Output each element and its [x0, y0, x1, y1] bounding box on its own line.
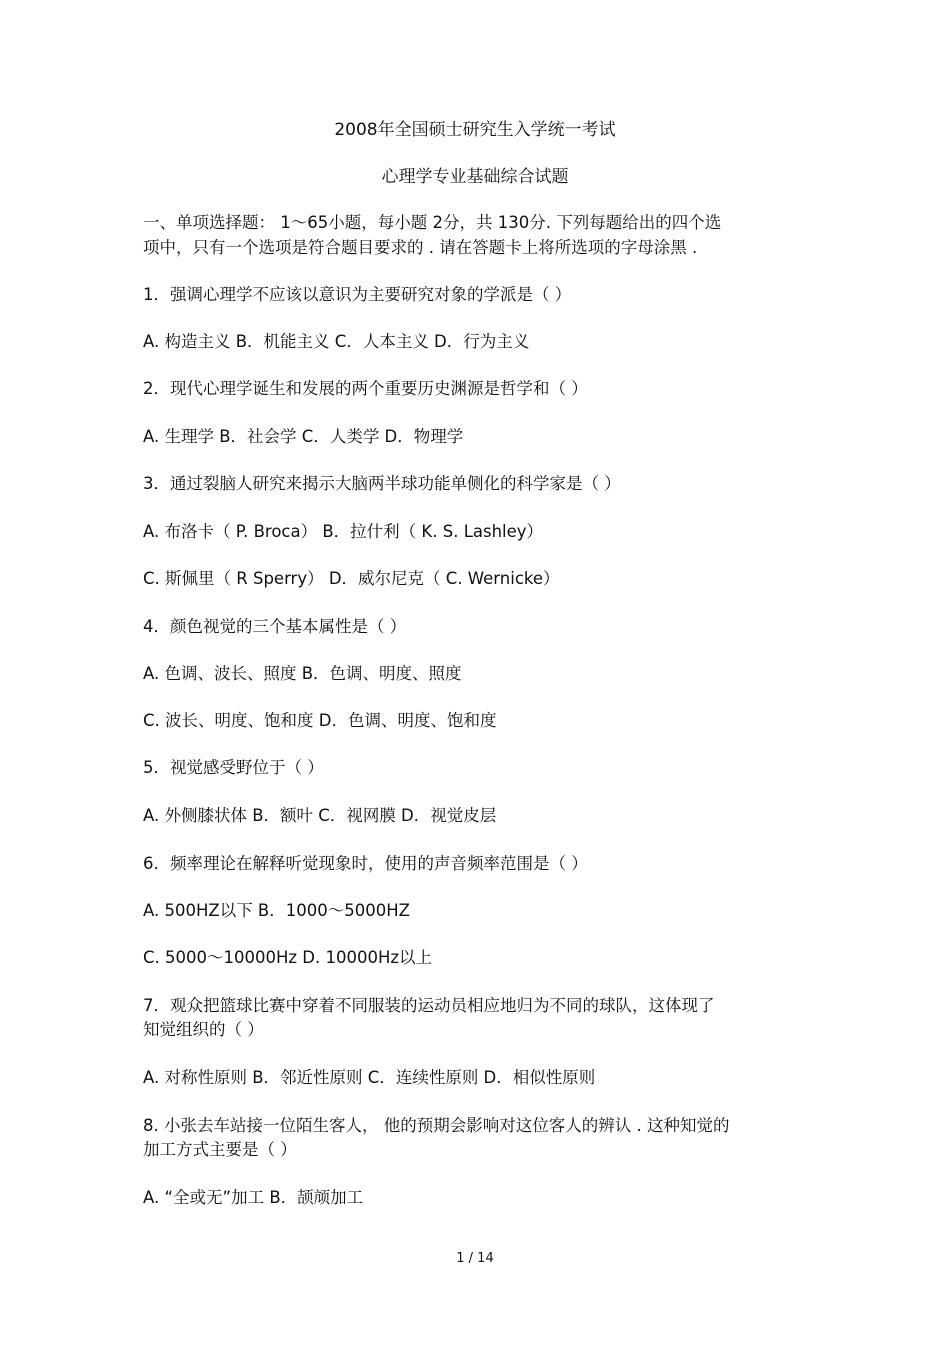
question-3-options-cd: C. 斯佩里（ R Sperry） D．威尔尼克（ C. Wernicke） — [143, 569, 560, 588]
document-subtitle: 心理学专业基础综合试题 — [381, 167, 569, 187]
question-8-line-2: 加工方式主要是（ ） — [143, 1140, 297, 1159]
question-4-options-ab: A. 色调、波长、照度 B．色调、明度、照度 — [143, 664, 462, 683]
question-7-options: A. 对称性原则 B．邻近性原则 C．连续性原则 D．相似性原则 — [143, 1068, 596, 1087]
question-6-options-cd: C. 5000～10000Hz D. 10000Hz以上 — [143, 948, 433, 967]
question-3: 3．通过裂脑人研究来揭示大脑两半球功能单侧化的科学家是（ ） — [143, 474, 621, 493]
instructions-line-2: 项中，只有一个选项是符合题目要求的 . 请在答题卡上将所选项的字母涂黑 . — [143, 238, 698, 257]
question-8-line-1: 8. 小张去车站接一位陌生客人， 他的预期会影响对这位客人的辨认 . 这种知觉的 — [143, 1116, 730, 1135]
question-6-options-ab: A. 500HZ以下 B．1000～5000HZ — [143, 901, 410, 920]
question-2-options: A. 生理学 B．社会学 C．人类学 D．物理学 — [143, 427, 464, 446]
question-5-options: A. 外侧膝状体 B．额叶 C．视网膜 D．视觉皮层 — [143, 806, 497, 825]
instructions-line-1: 一、单项选择题： 1～65小题，每小题 2分，共 130分. 下列每题给出的四个选 — [143, 213, 722, 232]
question-2: 2．现代心理学诞生和发展的两个重要历史渊源是哲学和（ ） — [143, 379, 588, 398]
question-7-line-1: 7．观众把篮球比赛中穿着不同服装的运动员相应地归为不同的球队，这体现了 — [143, 996, 715, 1015]
question-1: 1．强调心理学不应该以意识为主要研究对象的学派是（ ） — [143, 285, 572, 304]
question-7-line-2: 知觉组织的（ ） — [143, 1020, 264, 1039]
question-4: 4．颜色视觉的三个基本属性是（ ） — [143, 617, 407, 636]
question-8-options: A. “全或无”加工 B．颉颃加工 — [143, 1188, 364, 1207]
question-3-options-ab: A. 布洛卡（ P. Broca） B．拉什利（ K. S. Lashley） — [143, 522, 544, 541]
question-6: 6．频率理论在解释听觉现象时，使用的声音频率范围是（ ） — [143, 854, 588, 873]
question-5: 5．视觉感受野位于（ ） — [143, 758, 324, 777]
question-1-options: A. 构造主义 B．机能主义 C．人本主义 D．行为主义 — [143, 332, 530, 351]
question-4-options-cd: C. 波长、明度、饱和度 D．色调、明度、饱和度 — [143, 711, 497, 730]
document-title: 2008年全国硕士研究生入学统一考试 — [334, 120, 616, 140]
page-number: 1 / 14 — [456, 1251, 494, 1266]
